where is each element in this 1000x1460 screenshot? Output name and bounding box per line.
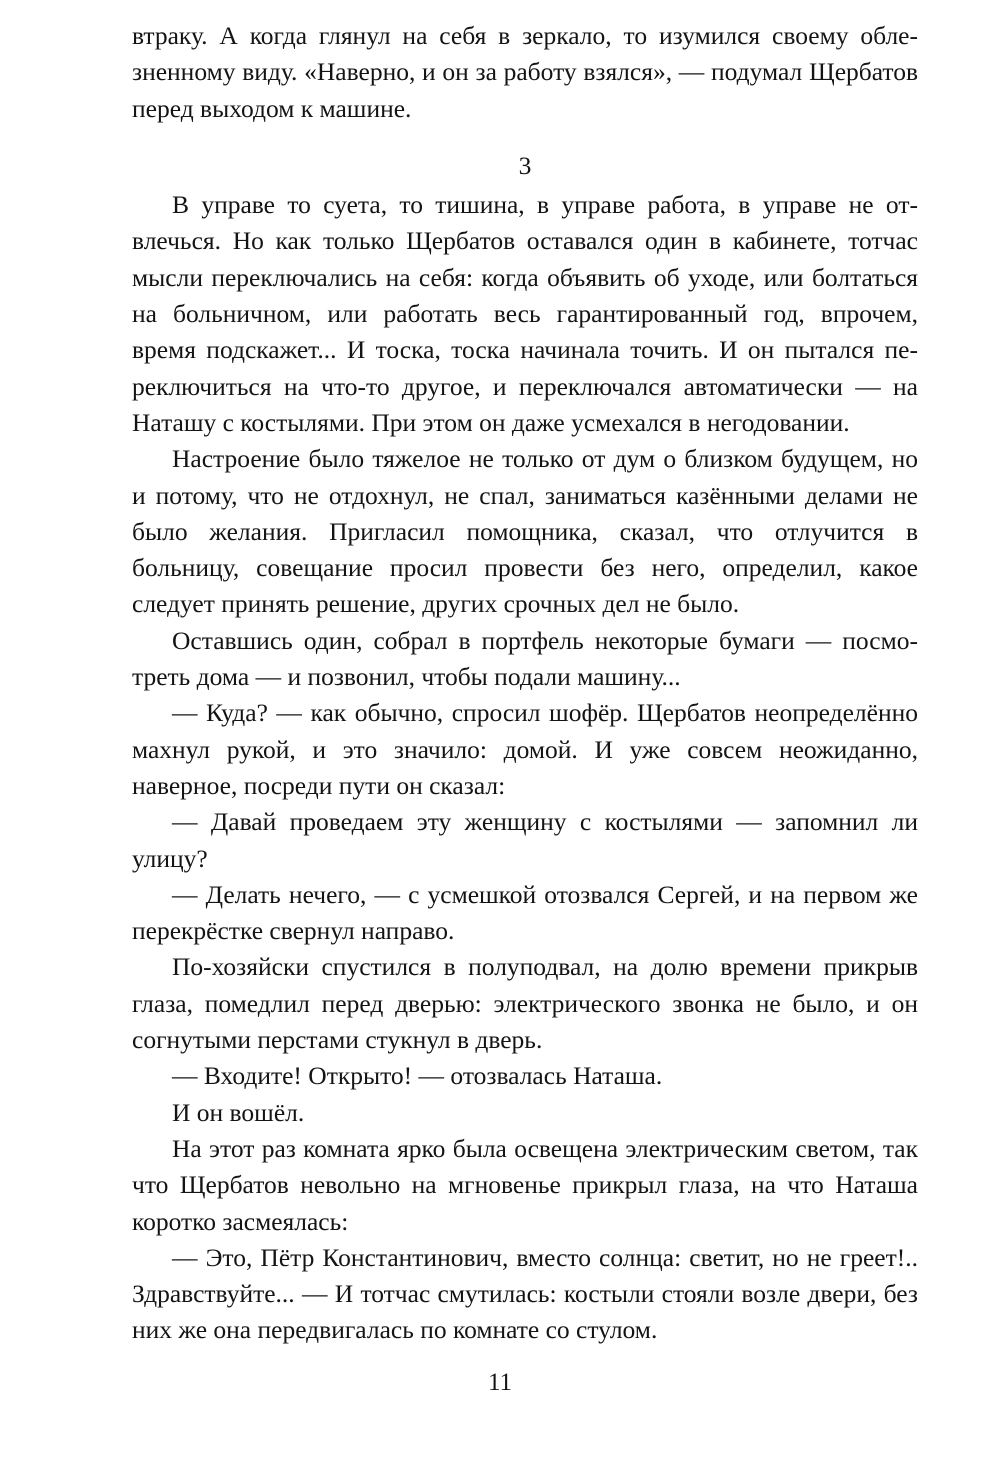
paragraph-dialogue: — Давай проведаем эту женщину с костылями — запомнил ли улицу? [132,807,918,873]
paragraph-dialogue: — Это, Пётр Константинович, вместо солнца: светит, но не греет!.. Здравствуйте... — И тотчас смутилась: костыли стояли возле двери, без них же она передвигалась по комнате со стулом. [132,1242,918,1345]
page-number: 11 [487,1369,513,1396]
paragraph-continued: втраку. А когда глянул на себя в зеркало, то изумился своему облезненному виду. «Наверно, и он за работу взялся», — подумал Щербатов перед выходом к машине. [132,21,918,123]
paragraph: Оставшись один, собрал в портфель некоторые бумаги — посмотреть дома — и позвонил, чтобы подали машину... [132,625,918,692]
paragraph-dialogue: — Делать нечего, — с усмешкой отозвался Сергей, и на первом же перекрёстке свернул направо. [132,879,918,946]
section-number: 3 [518,150,532,180]
paragraph: По-хозяйски спустился в полуподвал, на долю времени прикрыв глаза, помедлил перед дверью: электрического звонка не было, и он согнутыми перстами стукнул в дверь. [132,952,918,1055]
page-text [132,18,918,1349]
paragraph: В управе то суета, то тишина, в управе работа, в управе не отвлечься. Но как только Щербатов оставался один в кабинете, тотчас мысли переключались на себя: когда объявить об уходе, или болтаться на больничном, или работать весь гарантированный год, впрочем, время подскажет... И тоска, тоска начинала точить. И он пытался переключиться на что-то другое, и переключался автоматически — на Наташу с костылями. При этом он даже усмехался в негодовании. [132,190,918,437]
paragraph-dialogue: — Входите! Открыто! — отозвалась Наташа. [172,1061,663,1091]
paragraph: На этот раз комната ярко была освещена электрическим светом, так что Щербатов невольно на мгновенье прикрыл глаза, на что Наташа коротко засмеялась: [132,1133,918,1236]
paragraph-dialogue: — Куда? — как обычно, спросил шофёр. Щербатов неопределённо махнул рукой, и это значило: домой. И уже совсем неожиданно, наверное, посреди пути он сказал: [132,698,918,800]
paragraph: И он вошёл. [172,1097,305,1127]
paragraph: Настроение было тяжелое не только от дум о близком будущем, но и потому, что не отдохнул, не спал, заниматься казёнными делами не было желания. Пригласил помощника, сказал, что отлучится в больницу, совещание просил провести без него, определил, какое следует принять решение, других срочных дел не было. [132,444,918,619]
